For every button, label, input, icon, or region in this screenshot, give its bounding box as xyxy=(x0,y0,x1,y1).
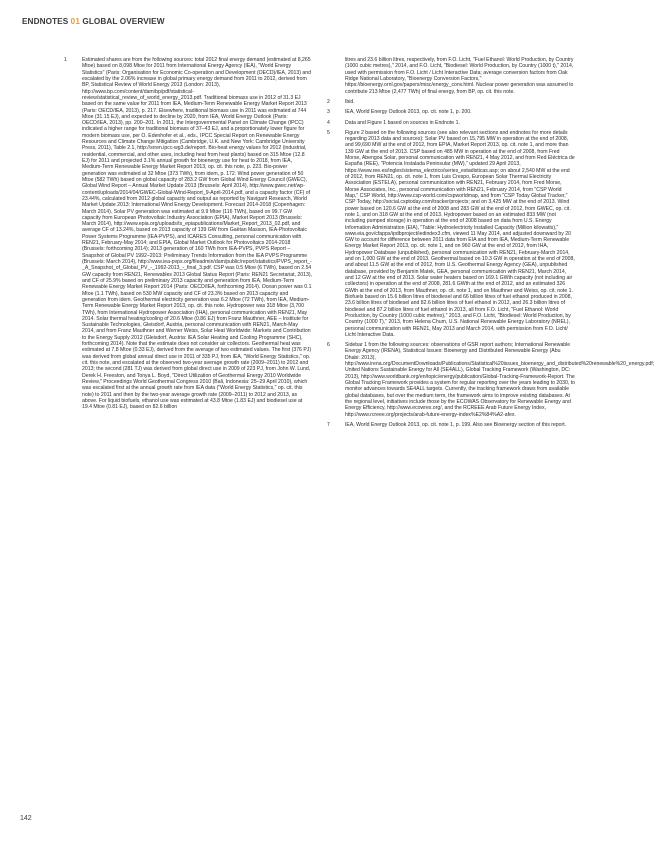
endnote-text: IEA, World Energy Outlook 2013, op. cit. note 1, p. 199. Also see Bioenergy section of this report. xyxy=(345,421,567,428)
endnote-2 xyxy=(327,99,575,105)
endnote-text: Ibid. xyxy=(345,98,355,105)
endnote-6 xyxy=(327,342,654,418)
endnote-text: Sidebar 1 from the following sources: observations of GSR report authors; International Renewable Energy Agency (IRENA), Statistical Issues: Bioenergy and Distributed Renewable Energy (Abu Dhabi: 2013), http://www.irena.org/DocumentDownloads/Publications/Statistical%20issues_bioenergy_and_distributed%20renewable%20_energy.pdf; United Nations Sustainable Energy for All (SE4ALL), Global Tracking Framework (Washington, DC: 2013), http://www.worldbank.org/en/topic/energy/publication/Global-Tracking-Framework-Report. The Global Tracking Framework provides a system for regular reporting over the years leading to 2030, to monitor advances towards SE4ALL targets. Currently, the tracking framework draws from available global databases, but over the medium term, the framework aims to improve existing databases. At the regional level, initiatives include those by the ECOWAS Observatory for Renewable Energy and Energy Efficiency, http://www.ecowrex.org/, and the RCREEE Arab Future Energy Index, http://www.rcreee.org/projects/arab-future-energy-index%E2%84%A2-afex. xyxy=(345,342,654,418)
endnote-number: 3 xyxy=(327,109,330,116)
endnote-1-continued xyxy=(327,57,575,95)
header-section-number: 01 xyxy=(70,17,80,26)
endnote-number: 4 xyxy=(327,119,330,126)
endnote-number: 7 xyxy=(327,421,330,428)
header-section-title: GLOBAL OVERVIEW xyxy=(82,17,165,26)
endnote-text: Estimated shares are from the following sources: total 2012 final energy demand (estimated at 8,265 Mtoe) based on 8,098 Mtoe for 2011 from International Energy Agency (IEA), "World Energy Statistics" (Paris: Organisation for Economic Co-operation and Development (OECD)/IEA, 2013) and escalated by the 2.06% increase in global primary energy demand from 2011 to 2012, derived from BP, Statistical Review of World Energy 2013 (London: 2013), http://www.bp.com/content/dam/bp/pdf/statistical-review/statistical_review_of_world_energy_2013.pdf. Traditional biomass use in 2012 of 31.3 EJ based on the same value for 2011 from IEA, Medium-Term Renewable Energy Market Report 2013 (Paris: OECD/IEA, 2013), p. 217. Elsewhere, traditional biomass use in 2011 was estimated at 744 Mtoe (31.15 EJ), and expected to decline by 2020, from IEA, World Energy Outlook (Paris: OECD/IEA, 2013), pp. 200–201. In 2011, the Intergovernmental Panel on Climate Change (IPCC) indicated a higher range for traditional biomass of 37–43 EJ, and a proportionately lower figure for modern biomass use, per O. Edenhofer et al., eds., IPCC Special Report on Renewable Energy Resources and Climate Change Mitigation (Cambridge, U.K. and New York: Cambridge University Press, 2011), Table 2.1, http://srren.ipcc-wg3.de/report. Bio-heat energy values for 2012 (industrial, residential, commercial, and other uses, including heat from heat plants) based on 315 Mtoe (12.8 EJ) for 2011 and projected 3.1% annual growth for bioenergy use for heat to 2018, from IEA, Medium-Term Renewable Energy Market Report 2013, op. cit. this note, p. 223. Bio-power generation was estimated at 32 Mtoe (373 TWh), from idem, p. 172. Wind power generation of 50 Mtoe (582 TWh) based on global capacity of 283.2 GW from Global Wind Energy Council (GWEC), Global Wind Report – Annual Market Update 2013 (Brussels: April 2014), http://www.gwec.net/wp-content/uploads/2014/04/GWEC-Global-Wind-Report_9-April-2014.pdf, and a capacity factor (CF) of 23.44%, calculated from 2012 global capacity and output as reported by Navigant Research, World Market Update 2013: International Wind Energy Development. Forecast 2014-2018 (Copenhagen: March 2014). Solar PV generation was estimated at 9.9 Mtoe (116 TWh), based on 99.7 GW capacity from European Photovoltaic Industry Association (EPIA), Market Report 2013 (Brussels: March 2014), http://www.epia.org/uploads/tx_epiapublications/Market_Report_2013_02.pdf, and average CF of 13.24%, based on 2013 capacity of 139 GW from Gaëtan Masson, IEA-Photovoltaic Power Systems Programme (IEA-PVPS), and ICARES Consulting, personal communication with REN21, February-May 2014; and EPIA, Global Market Outlook for Photovoltaics 2014-2018 (Brussels: forthcoming 2014); 2013 generation of 160 TWh from IEA-PVPS, PVPS Report – Snapshot of Global PV 1992–2013: Preliminary Trends Information from the IEA PVPS Programme (Brussels: March 2014), http://www.iea-pvps.org/fileadmin/dam/public/report/statistics/PVPS_report_-_A_Snapshot_of_Global_PV_-_1992-2013_-_final_3.pdf. CSP was 0.5 Mtoe (6 TWh), based on 2.54 GW capacity from REN21, Renewables 2013 Global Status Report (Paris: REN21 Secretariat, 2013), and CF of 25.9% based on preliminary 2013 capacity and generation from IEA, Medium-Term Renewable Energy Market Report 2014 (Paris: OECD/IEA, forthcoming 2014). Ocean power was 0.1 Mtoe (1.1 TWh), based on 530 MW capacity and CF of 23.3% based on 2013 capacity and generation from idem. Geothermal electricity generation was 6.2 Mtoe (72 TWh), from IEA, Medium-Term Renewable Energy Market Report 2013, op. cit. this note. Hydropower was 318 Mtoe (3,700 TWh), from International Hydropower Association (IHA), personal communication with REN21, May 2014. Solar thermal heating/cooling of 20.6 Mtoe (0.86 EJ) from Franz Mauthner, AEE – Institute for Sustainable Technologies, Gleisdorf, Austria, personal communication with REN21, March-May 2014, and from Franz Mauthner and Werner Weiss, Solar Heat Worldwide: Markets and Contribution to the Energy Supply 2012 (Gleisdorf, Austria: IEA Solar Heating and Cooling Programme (SHC), forthcoming 2014). Note that the estimate does not consider air collectors. Geothermal heat was estimated at 7.8 Mtoe (0.33 EJ), derived from the average of two estimated values. The first (376 PJ) was derived from global annual direct use in 2011 of 335 PJ, from IEA, "World Energy Statistics," op. cit. this note, and escalated at the observed two-year average growth rate (2009–2011) to 2012 and 2013; the second (281 TJ) was derived from global direct use in 2009 of 223 PJ, from John W. Lund, Derek H. Freeston, and Tonya L. Boyd, "Direct Utilization of Geothermal Energy 2010 Worldwide Review," Proceedings World Geothermal Congress 2010 (Bali, Indonesia: 25–29 April 2010), which was escalated first at the annual growth rate from IEA data ("World Energy Statistics," op. cit. this note) to 2011 and then by the two-year average growth rate (2009–2011) to 2012 and 2013, as above. For liquid biofuels, ethanol use was estimated at 43.8 Mtoe (1.83 EJ) and biodiesel use at 19.4 Mtoe (0.81 EJ), based on 82.6 billion xyxy=(82,57,313,411)
page-number: 142 xyxy=(20,815,32,822)
endnote-3 xyxy=(327,109,575,115)
section-header xyxy=(22,17,165,26)
endnote-number: 6 xyxy=(327,342,330,349)
endnote-text: Data and Figure 1 based on sources in Endnote 1. xyxy=(345,119,460,126)
endnote-number: 5 xyxy=(327,129,330,136)
endnote-text: IEA, World Energy Outlook 2013, op. cit. note 1, p. 200. xyxy=(345,109,472,116)
endnote-text: litres and 23.6 billion litres, respectively, from F.O. Licht, "Fuel Ethanol: World Production, by Country (1000 cubic metres)," 2014, and F.O. Licht, "Biodiesel: World Production, by Country (1000 t)," 2014, used with permission from F.O. Licht / Licht Interactive Data; average conversion factors from Oak Ridge National Laboratory, "Bioenergy Conversion Factors," https://bioenergy.ornl.gov/papers/misc/energy_conv.html. Nuclear power generation was assumed to contribute 213 Mtoe (2,477 TWh) of final energy, from BP, op. cit. this note. xyxy=(345,57,574,95)
endnote-text: Figure 2 based on the following sources (see also relevant sections and endnotes for more details regarding 2013 data and sources): Solar PV based on 15,795 MW in operation at the end of 2008, and 99,690 MW at the end of 2012, from EPIA, Market Report 2013, op. cit. note 1, and more than 139 GW at the end of 2013. CSP based on 485 MW in operation at the end of 2008, from Fred Morse, Abengoa Solar, personal communication with REN21, 4 May 2012, and from Red Eléctrica de España (REE), "Potencia Instalada Peninsular (MW)," updated 29 April 2013, https://www.ree.es/ingles/sistema_electrico/series_estadisticas.asp; on about 2,540 MW at the end of 2012, from REN21, op. cit. note 1, from Luis Crespo, European Solar Thermal Electricity Association (ESTELA), personal communication with REN21, February 2014, from Fred Morse, Morse Associates, Inc., personal communication with REN21, February 2014, from "CSP World Map," CSP World, http://www.csp-world.com/cspworldmap, and from "CSP Today Global Tracker," CSP Today, http://social.csptoday.com/tracker/projects; and on 3,425 MW at the end of 2013. Wind power based on 120.6 GW at the end of 2008 and 283 GW at the end of 2012, from GWEC, op. cit. note 1, and on 318 GW at the end of 2013. Hydropower based on an estimated 833 MW (not including pumped storage) in operation at the end of 2008 based on data from U.S. Energy Information Administration (EIA), "Table: Hydroelectricity Installed Capacity (Million kilowatts)," www.eia.gov/cfapps/ipdbproject/iedindex3.cfm, viewed 11 May 2014, and adjusted downward by 20 GW to account for difference between 2011 data from EIA and from IEA, Medium-Term Renewable Energy Market Report 2013, op. cit. note 1, and on 960 GW at the end of 2012, from IHA, Hydropower Database (unpublished), personal communication with REN21, February-March 2014, and on 1,000 GW at the end of 2013. Geothermal based on 10.3 GW in operation at the end of 2008, and about 11.5 GW at the end of 2012, from U.S. Geothermal Energy Agency (GEA), unpublished database, provided by Benjamin Matek, GEA, personal communication with REN21, March 2014, and 12 GW at the end of 2013. Solar water heaters based on 169.1 GWth capacity (not including air collectors) in operation at the end of 2008, 281.6 GWth at the end of 2012, and an estimated 326 GWth at the end of 2013, from Mauthner, op. cit. note 1, and on Mauthner and Weiss, op. cit. note 1. Biofuels based on 15.6 billion litres of biodiesel and 66 billion litres of fuel ethanol produced in 2008, 23.6 billion litres of biodiesel and 82.6 billion litres of fuel ethanol in 2012, and 26.3 billion litres of biodiesel and 87.2 billion litres of fuel ethanol in 2013, all from F.O. Licht, "Fuel Ethanol: World Production, by Country (1000 cubic metres)," 2013, and F.O. Licht, "Biodiesel: World Production, by Country (1000 T)," 2013, from Helena Chum, U.S. National Renewable Energy Laboratory (NREL), personal communication with REN21, May 2013 and March 2014, with permission from F.O. Licht/ Licht Interactive Data. xyxy=(345,129,575,338)
endnote-5 xyxy=(327,130,575,338)
endnote-1 xyxy=(64,57,312,411)
endnotes-right-column xyxy=(327,57,654,432)
endnote-number: 2 xyxy=(327,98,330,105)
header-section-label: ENDNOTES xyxy=(22,17,69,26)
endnote-4 xyxy=(327,120,575,126)
endnote-7 xyxy=(327,422,575,428)
endnote-number: 1 xyxy=(64,57,67,63)
endnotes-left-column xyxy=(64,57,312,415)
